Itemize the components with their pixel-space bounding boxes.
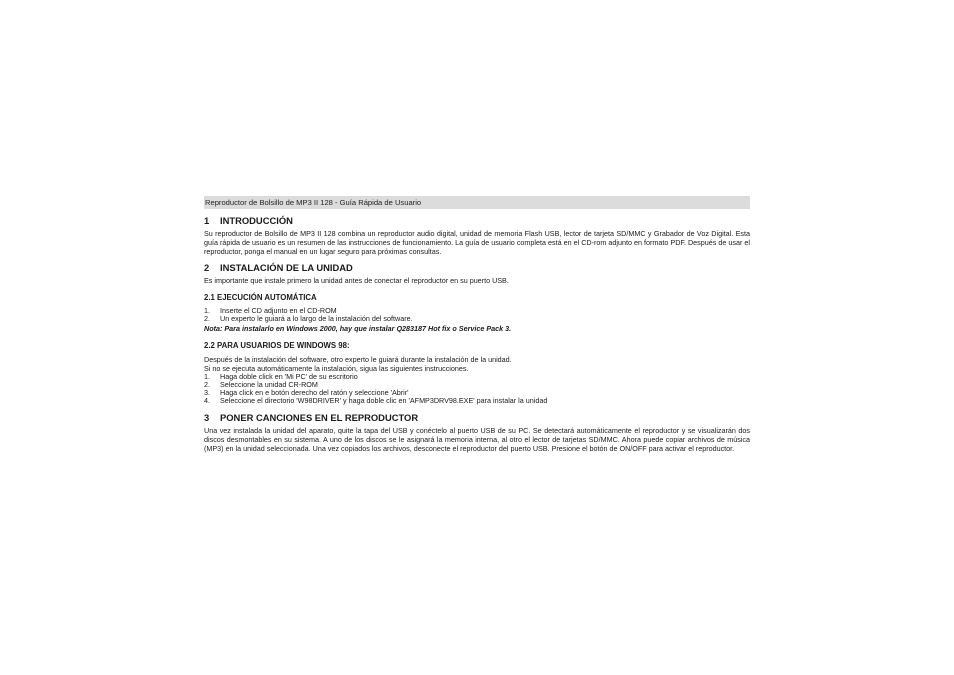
section-heading-introduccion [204, 215, 750, 227]
section-title: INSTALACIÓN DE LA UNIDAD [220, 262, 353, 273]
subsection-number: 2.1 [204, 293, 215, 302]
win98-steps-list [204, 373, 750, 406]
subsection-title: PARA USUARIOS DE WINDOWS 98: [217, 340, 350, 350]
section-title: PONER CANCIONES EN EL REPRODUCTOR [220, 411, 419, 423]
section-heading-instalacion [204, 262, 750, 274]
subsection-heading-ejecucion [204, 293, 750, 303]
list-item: 2. Un experto le guiará a lo largo de la instalación del software. [204, 314, 413, 324]
windows-2000-note: Nota: Para instalarlo en Windows 2000, hay que instalar Q283187 Hot fix o Service Pack 3. [204, 323, 512, 333]
subsection-number: 2.2 [204, 340, 215, 350]
list-item: 4. Seleccione el directorio 'W98DRIVER' y haga doble clic en 'AFMP3DRV98.EXE' para instalar la unidad [204, 396, 548, 406]
section-heading-canciones [204, 412, 750, 424]
list-item: 1. Inserte el CD adjunto en el CD-ROM [204, 306, 337, 315]
running-header: Reproductor de Bolsillo de MP3 II 128 - Guía Rápida de Usuario [204, 196, 750, 209]
section-number: 1 [204, 215, 210, 226]
songs-paragraph: Una vez instalada la unidad del aparato, quite la tapa del USB y conéctelo al puerto USB de su PC. Se detectará automáticamente el reproductor y se visualizarán dos discos desmontables en su sistema. A uno de los discos se le asignará la memoria interna, al otro el lector de tarjetas SD/MMC. Ahora puede copiar archivos de música (MP3) en la unidad seleccionada. Una vez copiados los archivos, desconecte el reproductor del puerto USB. Presione el botón de ON/OFF para activar el reproductor. [204, 425, 750, 453]
intro-paragraph: Su reproductor de Bolsillo de MP3 II 128 combina un reproductor audio digital, unidad de memoria Flash USB, lector de tarjeta SD/MMC y Grabador de Voz Digital. Esta guía rápida de usuario es un resumen de las instrucciones de funcionamiento. La guía de usuario completa está en el CD-rom adjunto en formato PDF. Después de usar el reproductor, ponga el manual en un lugar seguro para próximas consultas. [204, 229, 750, 256]
list-item: 3. Haga click en e botón derecho del ratón y seleccione 'Abrir' [204, 388, 409, 398]
list-item: 1. Haga doble click en 'Mi PC' de su escritorio [204, 371, 358, 381]
subsection-title: EJECUCIÓN AUTOMÁTICA [217, 293, 317, 302]
subsection-heading-windows98 [204, 341, 750, 351]
auto-steps-list [204, 307, 750, 324]
win98-line-2: Si no se ejecuta automáticamente la instalación, sigua las siguientes instrucciones. [204, 363, 469, 373]
document-page [204, 196, 750, 453]
section-number: 3 [204, 411, 210, 423]
section-title: INTRODUCCIÓN [220, 215, 293, 226]
section-number: 2 [204, 262, 210, 273]
list-item: 2. Seleccione la unidad CR-ROM [204, 379, 318, 389]
win98-line-1: Después de la instalación del software, otro experto le guiará durante la instalación de la unidad. [204, 354, 512, 364]
install-paragraph: Es importante que instale primero la unidad antes de conectar el reproductor en su puerto USB. [204, 276, 509, 285]
